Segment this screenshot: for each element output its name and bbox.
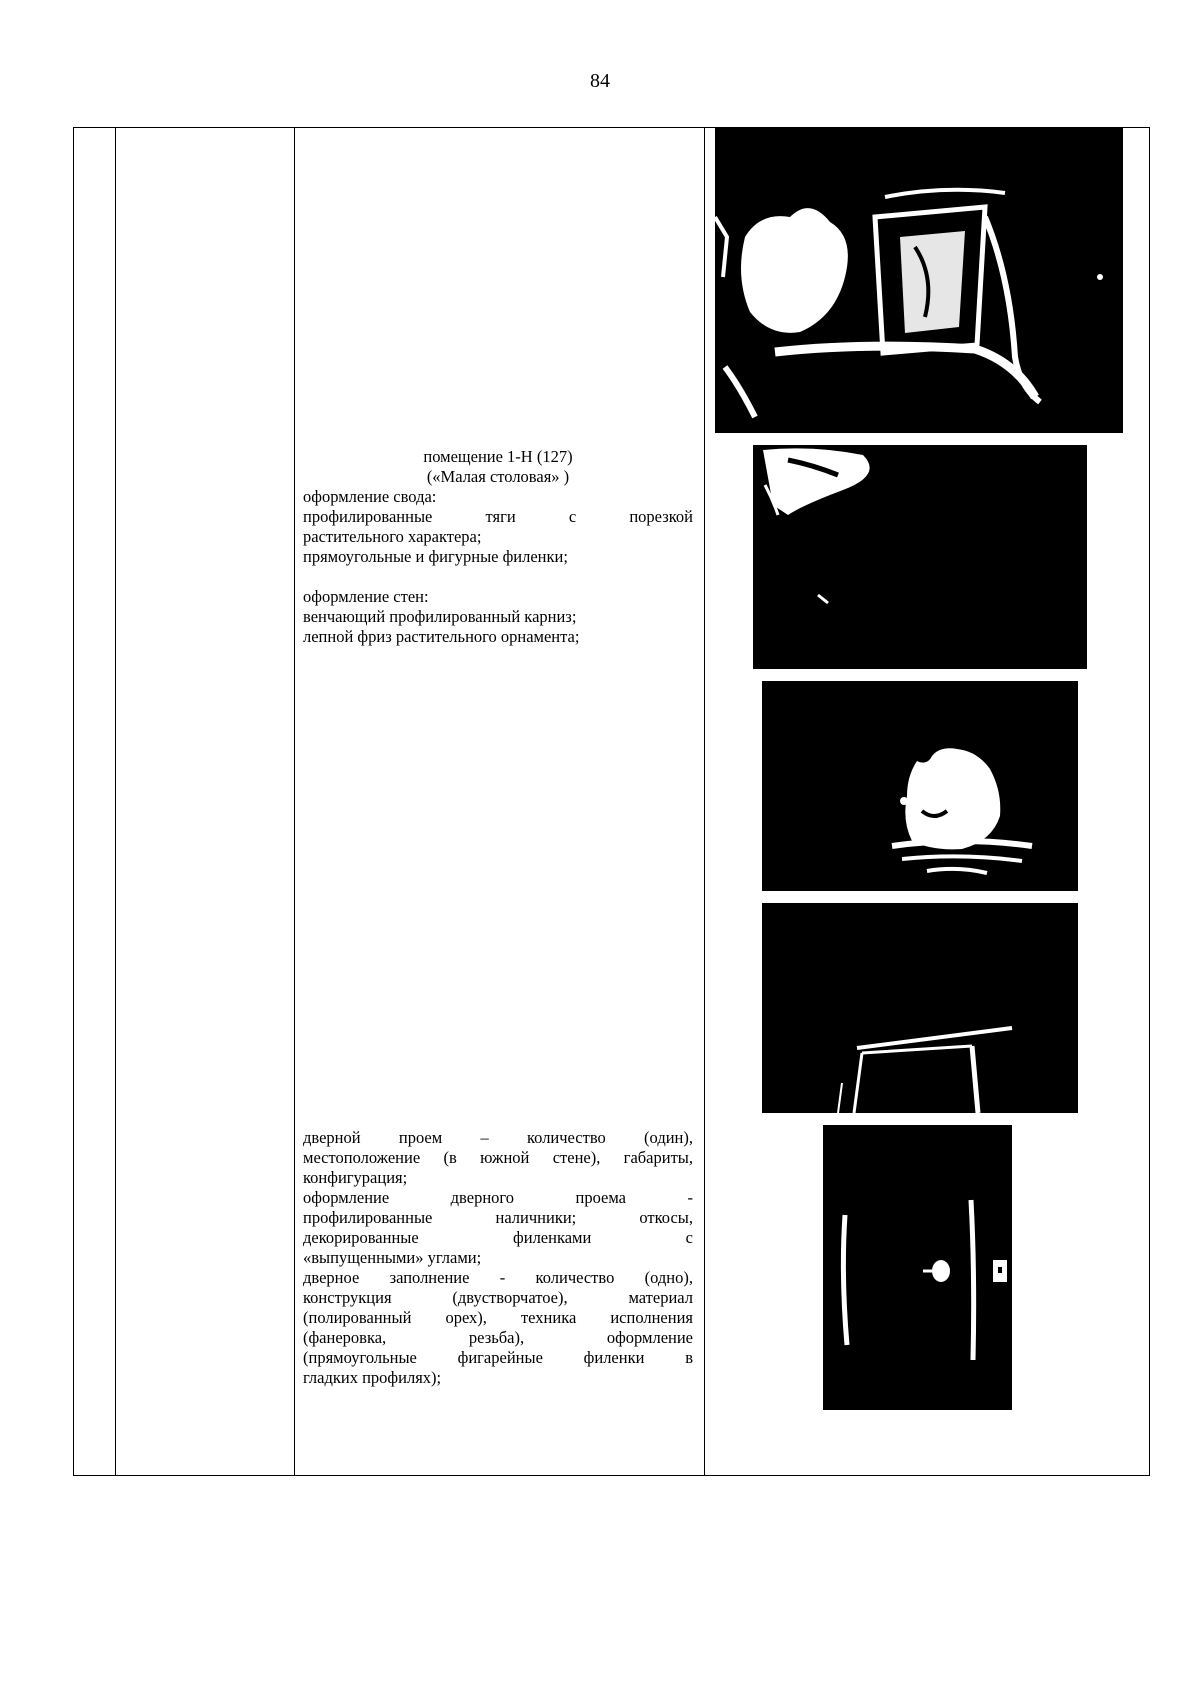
door-line: декорированные филенками с [303,1228,693,1247]
vault-item-2: прямоугольные и фигурные филенки; [303,547,568,566]
door-line: местоположение (в южной стене), габариты, [303,1148,693,1167]
photo-vault-detail [753,445,1087,669]
door-line: «выпущенными» углами; [303,1248,482,1267]
door-line: дверной проем – количество (один), [303,1128,693,1147]
room-heading: помещение 1-Н (127) [423,447,573,466]
door-line: оформление дверного проема - [303,1188,693,1207]
door-line: (полированный орех), техника исполнения [303,1308,693,1327]
door-line: конфигурация; [303,1168,408,1187]
door-line: дверное заполнение - количество (одно), [303,1268,693,1287]
page-number: 84 [590,70,610,92]
vault-title: оформление свода: [303,487,437,506]
photo-frieze-ornament [762,681,1078,891]
walls-title: оформление стен: [303,587,429,606]
door-line: (прямоугольные фигарейные филенки в [303,1348,693,1367]
door-line: гладких профилях); [303,1368,442,1387]
walls-item-1: венчающий профилированный карниз; [303,607,577,626]
door-line: конструкция (двустворчатое), материал [303,1288,693,1307]
door-description [303,1128,693,1388]
photo-cornice [762,903,1078,1113]
column-divider-1 [115,128,116,1475]
vault-item-1b: растительного характера; [303,527,482,546]
room-description [303,447,693,647]
door-line: профилированные наличники; откосы, [303,1208,693,1227]
room-subheading: («Малая столовая» ) [426,467,570,486]
door-line: (фанеровка, резьба), оформление [303,1328,693,1347]
walls-item-2: лепной фриз растительного орнамента; [303,627,580,646]
photo-door [823,1125,1012,1410]
photo-vault-corner [715,127,1123,433]
column-divider-3 [704,128,705,1475]
vault-item-1a: профилированные тяги с порезкой [303,507,693,526]
column-divider-2 [294,128,295,1475]
